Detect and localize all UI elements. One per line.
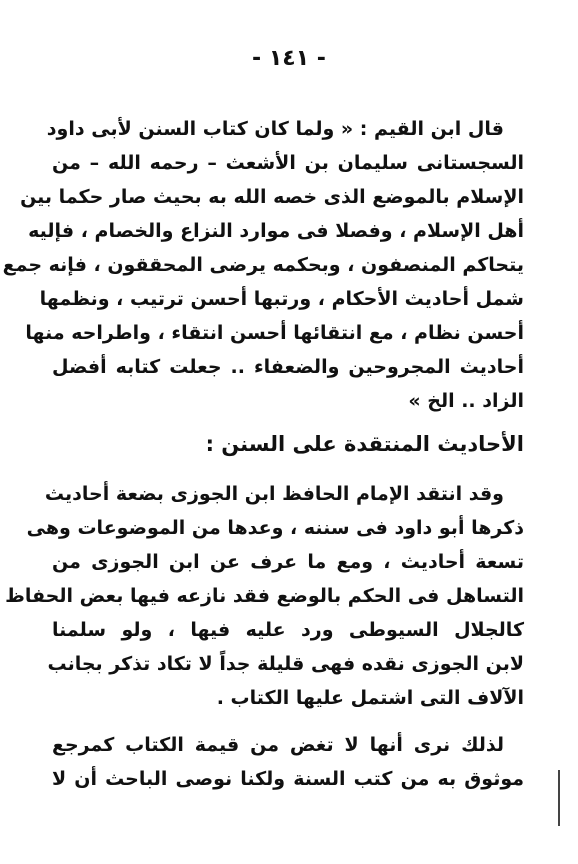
paragraph-line: يتحاكم المنصفون ، وبحكمه يرضى المحققون ، فإنه جمع [2, 254, 524, 276]
paragraph-line: قال ابن القيم : « ولما كان كتاب السنن لأبى داود [46, 118, 504, 140]
page-number: - ١٤١ - [252, 46, 326, 71]
criticism-paragraph [5, 477, 524, 715]
quote-paragraph [2, 112, 524, 418]
paragraph-line: شمل أحاديث الأحكام ، ورتبها أحسن ترتيب ، ونظمها [39, 288, 524, 310]
paragraph-line: لابن الجوزى نقده فهى قليلة جداً لا تكاد تذكر بجانب [47, 653, 524, 675]
page-edge-mark [558, 770, 560, 826]
paragraph-line: التساهل فى الحكم بالوضع فقد نازعه فيها بعض الحفاظ [5, 585, 524, 607]
paragraph-line: أحاديث المجروحين والضعفاء .. جعلت كتابه أفضل [52, 356, 524, 378]
paragraph-line: الآلاف التى اشتمل عليها الكتاب . [216, 687, 524, 709]
paragraph-line: السجستانى سليمان بن الأشعث – رحمه الله – من [52, 152, 524, 174]
conclusion-paragraph [52, 728, 524, 796]
paragraph-line: كالجلال السيوطى ورد عليه فيها ، ولو سلمنا [52, 619, 524, 641]
paragraph-line: الزاد .. الخ » [408, 390, 524, 412]
paragraph-line: أحسن نظام ، مع انتقائها أحسن انتقاء ، واطراحه منها [25, 322, 524, 344]
paragraph-line: تسعة أحاديث ، ومع ما عرف عن ابن الجوزى من [52, 551, 524, 573]
paragraph-line: وقد انتقد الإمام الحافظ ابن الجوزى بضعة أحاديث [44, 483, 504, 505]
paragraph-line: موثوق به من كتب السنة ولكنا نوصى الباحث أن لا [52, 768, 524, 790]
paragraph-line: ذكرها أبو داود فى سننه ، وعدها من الموضوعات وهى [26, 517, 524, 539]
paragraph-line: أهل الإسلام ، وفصلا فى موارد النزاع والخصام ، فإليه [28, 220, 524, 242]
paragraph-line: لذلك نرى أنها لا تغض من قيمة الكتاب كمرجع [52, 734, 504, 756]
paragraph-line: الإسلام بالموضع الذى خصه الله به بحيث صار حكما بين [20, 186, 524, 208]
section-heading: الأحاديث المنتقدة على السنن : [205, 432, 524, 456]
